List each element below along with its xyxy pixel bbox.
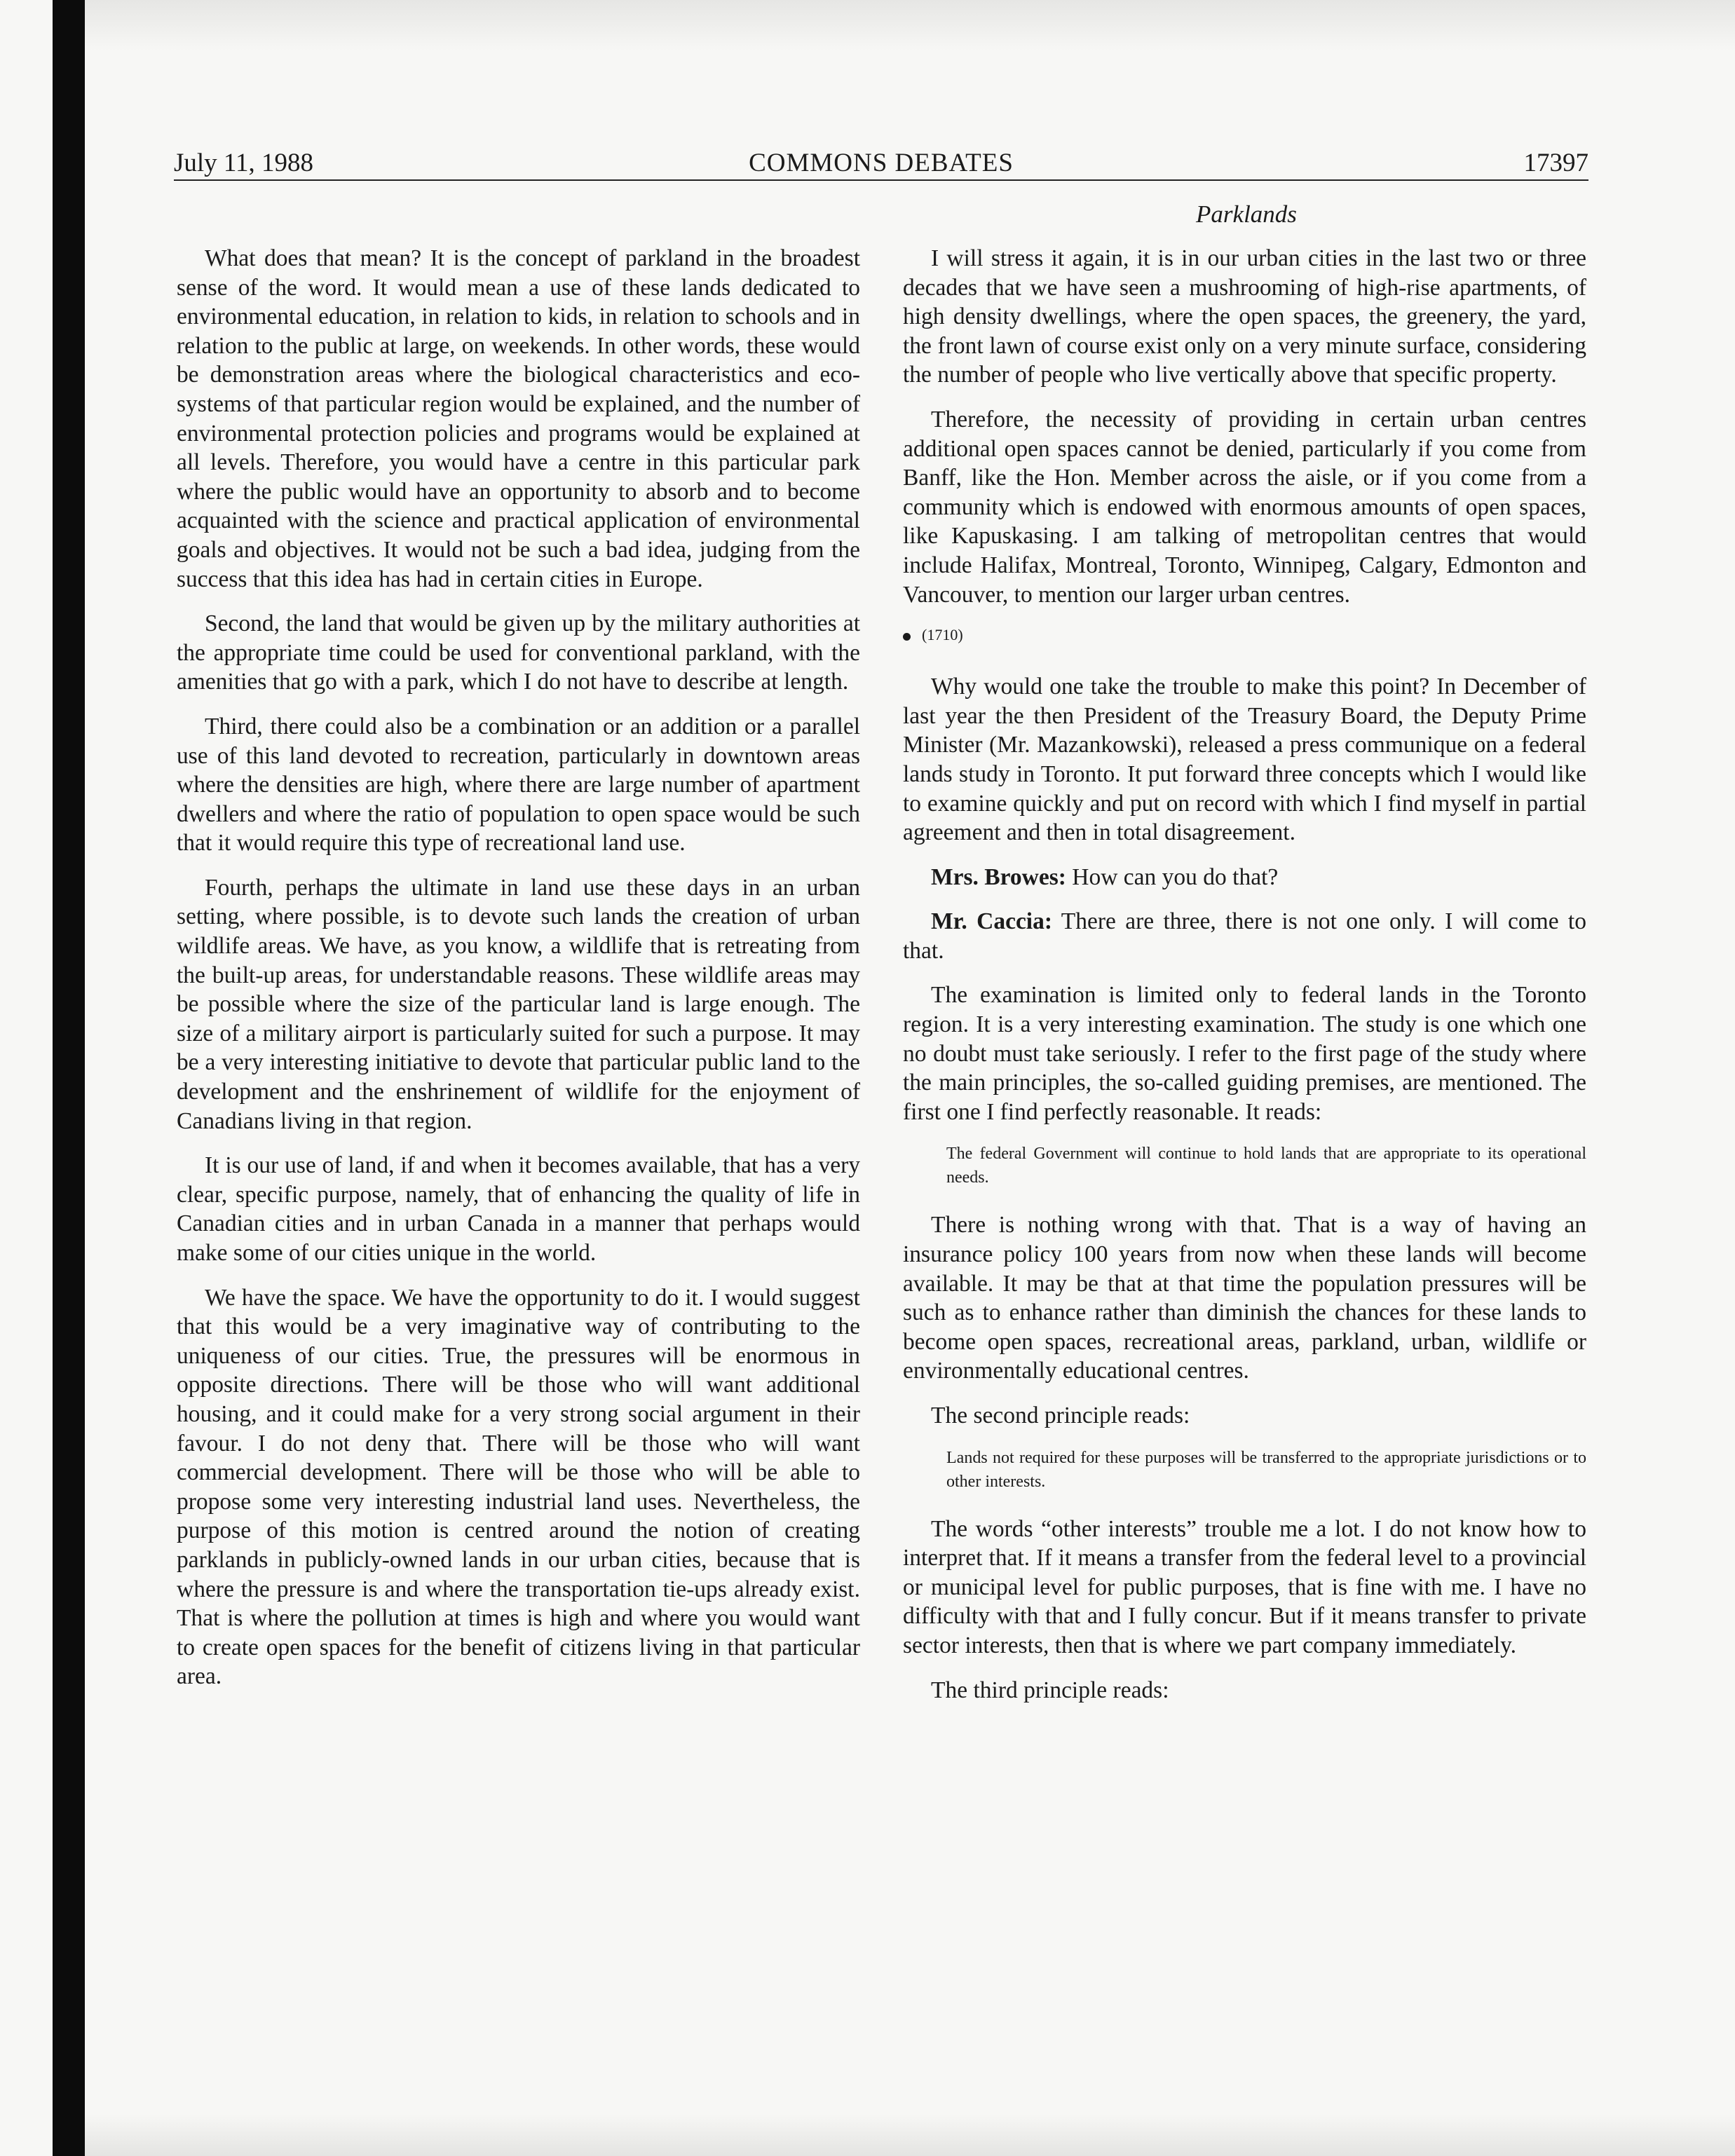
right-column — [903, 244, 1586, 1720]
paragraph: The third principle reads: — [931, 1677, 1169, 1703]
time-marker-text: (1710) — [922, 626, 963, 644]
paragraph: We have the space. We have the opportunity to do it. I would suggest that this would be a very imaginative way of contributing to the uniqueness of our cities. True, the pressures will be enormous in opposite directions. There will be those who will want additional housing, and it could make for a very strong social argument in their favour. I do not deny that. There will be those who will want commercial development. There will be those who will be able to propose some very interesting industrial land uses. Nevertheless, the purpose of this motion is centred around the notion of creating parklands in publicly-owned lands in our urban cities, because that is where the pressure is and where the transportation tie-ups already exist. That is where the pollution at times is high and where you would want to create open spaces for the benefit of citizens living in that particular area. — [177, 1284, 860, 1690]
paragraph: Fourth, perhaps the ultimate in land use these days in an urban setting, where possible, is to devote such lands the creation of urban wildlife areas. We have, as you know, a wildlife that is retreating from the built-up areas, for understandable reasons. These wildlife areas may be possible where the size of the particular land is large enough. The size of a military airport is particularly suited for such a purpose. It may be a very interesting initiative to devote that particular public land to the development and the enshrinement of wildlife for the enjoyment of Canadians living in that region. — [177, 874, 860, 1134]
paragraph: The second principle reads: — [931, 1403, 1190, 1428]
header-publication: COMMONS DEBATES — [749, 149, 1014, 177]
paragraph: Therefore, the necessity of providing in certain urban centres additional open spaces cannot be denied, particularly if you come from Banff, like the Hon. Member across the aisle, or if you come from a community which is endowed with enormous amounts of open spaces, like Kapuskasing. I am talking of metropolitan centres that would include Halifax, Montreal, Toronto, Winnipeg, Calgary, Edmonton and Vancouver, to mention our larger urban centres. — [903, 406, 1586, 608]
speaker-name: Mr. Caccia: — [931, 908, 1053, 935]
speech-text: There are three, there is not one only. I will come to that. — [903, 908, 1586, 964]
speech — [903, 907, 1586, 965]
speech-text: How can you do that? — [1072, 864, 1279, 890]
header-date: July 11, 1988 — [174, 149, 314, 177]
paragraph: What does that mean? It is the concept of parkland in the broadest sense of the word. It would mean a use of these lands dedicated to environmental education, in relation to kids, in relation to schools and in relation to the public at large, on weekends. In other words, these would be demonstration areas where the biological characteristics and eco-systems of that particular region would be explained, and the number of environmental protection policies and programs would be explained at all levels. Therefore, you would have a centre in this particular park where the public would have an opportunity to absorb and to become acquainted with the science and practical application of environmental goals and objectives. It would not be such a bad idea, judging from the success that this idea has had in certain cities in Europe. — [177, 245, 860, 592]
bullet-icon — [903, 633, 911, 641]
header-page-number: 17397 — [1523, 149, 1588, 177]
time-marker — [903, 625, 1586, 646]
paragraph: Second, the land that would be given up by the military authorities at the appropriate time could be used for conventional parkland, with the amenities that go with a park, which I do not have to describe at length. — [177, 610, 860, 695]
paragraph: Why would one take the trouble to make this point? In December of last year the then President of the Treasury Board, the Deputy Prime Minister (Mr. Mazankowski), released a press communique on a federal lands study in Toronto. It put forward three concepts which I would like to examine quickly and put on record with which I find myself in partial agreement and then in total disagreement. — [903, 674, 1586, 846]
block-quote: Lands not required for these purposes will be transferred to the appropriate jurisdictions or to other interests. — [946, 1448, 1586, 1491]
paragraph: There is nothing wrong with that. That is a way of having an insurance policy 100 years from now when these lands will become available. It may be that at that time the population pressures will be such as to enhance rather than diminish the chances for these lands to become open spaces, recreational areas, parkland, urban, wildlife or environmentally educational centres. — [903, 1212, 1586, 1384]
scan-edge — [53, 0, 85, 2156]
left-column — [177, 244, 860, 1707]
page-header — [174, 146, 1588, 181]
speech — [903, 863, 1586, 892]
speaker-name: Mrs. Browes: — [931, 864, 1066, 890]
paragraph: Third, there could also be a combination or an addition or a parallel use of this land devoted to recreation, particularly in downtown areas where the densities are high, where there are large number of apartment dwellers and where the ratio of population to open space would be such that it would require this type of recreational land use. — [177, 713, 860, 857]
block-quote: The federal Government will continue to hold lands that are appropriate to its operational needs. — [946, 1145, 1586, 1187]
paragraph: The examination is limited only to federal lands in the Toronto region. It is a very interesting examination. The study is one which one no doubt must take seriously. I refer to the first page of the study where the main principles, the so-called guiding premises, are mentioned. The first one I find perfectly reasonable. It reads: — [903, 982, 1586, 1125]
scan-shadow-bottom — [85, 2114, 1735, 2156]
paragraph: I will stress it again, it is in our urban cities in the last two or three decades that we have seen a mushrooming of high-rise apartments, of high density dwellings, where the open spaces, the greenery, the yard, the front lawn of course exist only on a very minute surface, considering the number of people who live vertically above that specific property. — [903, 245, 1586, 388]
running-head: Parklands — [1196, 200, 1297, 228]
paragraph: It is our use of land, if and when it becomes available, that has a very clear, specific purpose, namely, that of enhancing the quality of life in Canadian cities and in urban Canada in a manner that perhaps would make some of our cities unique in the world. — [177, 1152, 860, 1266]
paragraph: The words “other interests” trouble me a lot. I do not know how to interpret that. If it means a transfer from the federal level to a provincial or municipal level for public purposes, that is fine with me. I have no difficulty with that and I fully concur. But if it means transfer to private sector interests, then that is where we part company immediately. — [903, 1515, 1586, 1658]
scan-shadow-top — [85, 0, 1735, 50]
header-rule — [174, 179, 1588, 181]
